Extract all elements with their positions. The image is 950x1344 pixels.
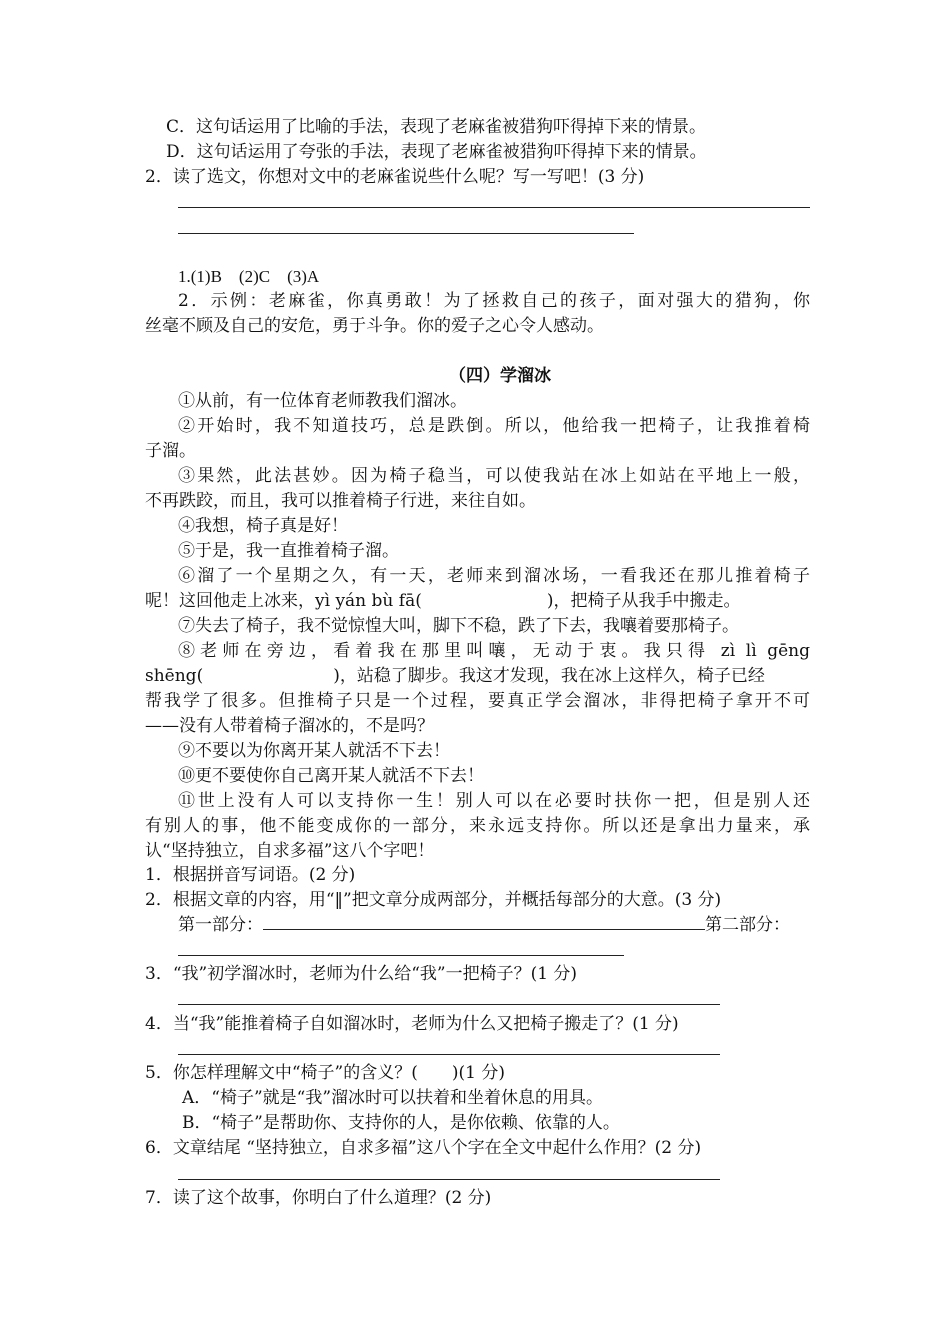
question-5: 5．你怎样理解文中“椅子”的含义？( )(1 分): [145, 1063, 505, 1083]
answer-line: [178, 233, 634, 234]
option-d: D．这句话运用了夸张的手法，表现了老麻雀被猎狗吓得掉下来的情景。: [166, 142, 707, 162]
paragraph-2-cont: 子溜。: [145, 441, 196, 461]
part-2-label: 第二部分：: [705, 915, 790, 935]
paragraph-6: ⑥溜了一个星期之久，有一天，老师来到溜冰场，一看我还在那儿推着椅子: [178, 566, 810, 586]
pinyin-prompt-1: 呢！这回他走上冰来，yì yán bù fā(: [145, 591, 422, 611]
paragraph-9: ⑨不要以为你离开某人就活不下去！: [178, 741, 450, 761]
question-3: 3．“我”初学溜冰时，老师为什么给“我”一把椅子？(1 分): [145, 964, 578, 984]
paragraph-11-cont2: 认“坚持独立，自求多福”这八个字吧！: [145, 841, 435, 861]
answer-line[interactable]: [178, 1004, 720, 1005]
paragraph-8-cont3: ——没有人带着椅子溜冰的，不是吗？: [145, 716, 434, 736]
part-2-blank[interactable]: [178, 955, 624, 956]
answer-key-2-cont: 丝毫不顾及自己的安危，勇于斗争。你的爱子之心令人感动。: [145, 316, 604, 336]
question-6: 6．文章结尾 “坚持独立，自求多福”这八个字在全文中起什么作用？(2 分): [145, 1138, 702, 1158]
paragraph-11-cont: 有别人的事，他不能变成你的一部分，来永远支持你。所以还是拿出力量来，承: [145, 816, 810, 836]
section-title: （四）学溜冰: [449, 366, 551, 386]
paragraph-8: ⑧老师在旁边，看着我在那里叫嚷，无动于衷。我只得 zì lì gēng: [178, 641, 810, 661]
part-1-blank[interactable]: [263, 915, 705, 930]
paragraph-3: ③果然，此法甚妙。因为椅子稳当，可以使我站在冰上如站在平地上一般，: [178, 466, 810, 486]
pinyin-prompt-2: shēng(: [145, 666, 204, 686]
answer-line[interactable]: [178, 1054, 720, 1055]
question-5-option-b: B．“椅子”是帮助你、支持你的人，是你依赖、依靠的人。: [182, 1113, 620, 1133]
paragraph-5: ⑤于是，我一直推着椅子溜。: [178, 541, 399, 561]
paragraph-8-cont2: 帮我学了很多。但推椅子只是一个过程，要真正学会溜冰，非得把椅子拿开不可: [145, 691, 810, 711]
part-1-label: 第一部分：: [178, 915, 263, 935]
question-2: 2．根据文章的内容，用“‖”把文章分成两部分，并概括每部分的大意。(3 分): [145, 890, 722, 910]
question-1: 1．根据拼音写词语。(2 分): [145, 865, 356, 885]
answer-line[interactable]: [178, 1179, 720, 1180]
paragraph-6-cont: 呢！这回他走上冰来，yì yán bù fā( )，把椅子从我手中搬走。: [145, 591, 741, 611]
paragraph-2: ②开始时，我不知道技巧，总是跌倒。所以，他给我一把椅子，让我推着椅: [178, 416, 810, 436]
answer-key-2: 2．示例：老麻雀，你真勇敢！为了拯救自己的孩子，面对强大的猎狗，你: [178, 291, 810, 311]
answer-key-1: 1.(1)B (2)C (3)A: [178, 267, 320, 286]
paragraph-3-cont: 不再跌跤，而且，我可以推着椅子行进，来往自如。: [145, 491, 536, 511]
answer-line: [178, 207, 810, 208]
paragraph-8-cont: shēng( )，站稳了脚步。我这才发现，我在冰上这样久，椅子已经: [145, 666, 765, 686]
paragraph-10: ⑩更不要使你自己离开某人就活不下去！: [178, 766, 484, 786]
question-5-option-a: A．“椅子”就是“我”溜冰时可以扶着和坐着休息的用具。: [182, 1088, 604, 1108]
paragraph-7: ⑦失去了椅子，我不觉惊惶大叫，脚下不稳，跌了下去，我嚷着要那椅子。: [178, 616, 739, 636]
question-2-answer-row: [178, 913, 810, 938]
question-7: 7．读了这个故事，你明白了什么道理？(2 分): [145, 1188, 492, 1208]
paragraph-11: ⑪世上没有人可以支持你一生！别人可以在必要时扶你一把，但是别人还: [178, 791, 810, 811]
question-2-prev: 2．读了选文，你想对文中的老麻雀说些什么呢？写一写吧！(3 分): [145, 167, 645, 187]
option-c: C．这句话运用了比喻的手法，表现了老麻雀被猎狗吓得掉下来的情景。: [166, 117, 707, 137]
paragraph-4: ④我想，椅子真是好！: [178, 516, 348, 536]
paragraph-1: ①从前，有一位体育老师教我们溜冰。: [178, 391, 467, 411]
question-4: 4．当“我”能推着椅子自如溜冰时，老师为什么又把椅子搬走了？(1 分): [145, 1014, 679, 1034]
